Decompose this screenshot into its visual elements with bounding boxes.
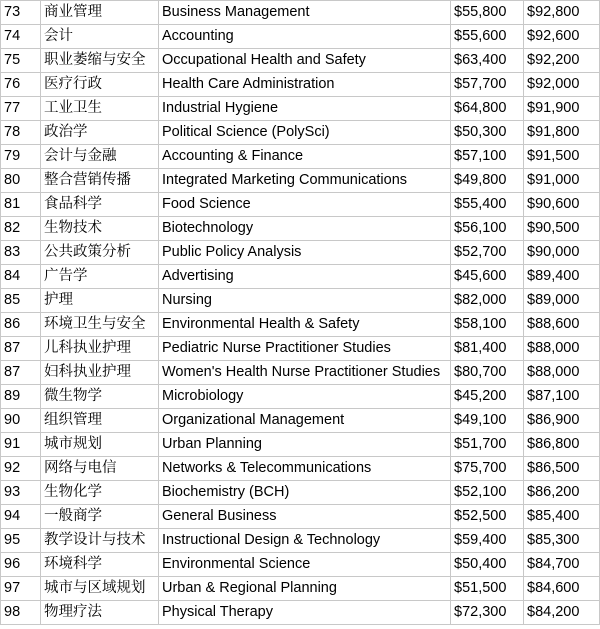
major-chinese-cell: 广告学 [41, 265, 159, 289]
mid-career-pay-cell: $92,600 [524, 25, 600, 49]
rank-cell: 90 [1, 409, 41, 433]
table-row [1, 553, 600, 577]
major-chinese-cell: 物理疗法 [41, 601, 159, 625]
early-career-pay-cell: $49,800 [451, 169, 524, 193]
rank-cell: 83 [1, 241, 41, 265]
mid-career-pay-cell: $90,600 [524, 193, 600, 217]
early-career-pay-cell: $50,400 [451, 553, 524, 577]
major-english-cell: Urban Planning [159, 433, 451, 457]
major-english-cell: Urban & Regional Planning [159, 577, 451, 601]
early-career-pay-cell: $55,600 [451, 25, 524, 49]
major-chinese-cell: 一般商学 [41, 505, 159, 529]
major-english-cell: Accounting & Finance [159, 145, 451, 169]
major-chinese-cell: 工业卫生 [41, 97, 159, 121]
major-chinese-cell: 环境卫生与安全 [41, 313, 159, 337]
major-english-cell: Biochemistry (BCH) [159, 481, 451, 505]
table-row [1, 25, 600, 49]
rank-cell: 78 [1, 121, 41, 145]
rank-cell: 74 [1, 25, 41, 49]
mid-career-pay-cell: $84,200 [524, 601, 600, 625]
major-chinese-cell: 儿科执业护理 [41, 337, 159, 361]
major-chinese-cell: 妇科执业护理 [41, 361, 159, 385]
early-career-pay-cell: $80,700 [451, 361, 524, 385]
rank-cell: 89 [1, 385, 41, 409]
table-row [1, 193, 600, 217]
early-career-pay-cell: $50,300 [451, 121, 524, 145]
table-row [1, 241, 600, 265]
table-row [1, 337, 600, 361]
major-chinese-cell: 网络与电信 [41, 457, 159, 481]
early-career-pay-cell: $75,700 [451, 457, 524, 481]
rank-cell: 91 [1, 433, 41, 457]
mid-career-pay-cell: $92,200 [524, 49, 600, 73]
early-career-pay-cell: $52,100 [451, 481, 524, 505]
mid-career-pay-cell: $92,800 [524, 1, 600, 25]
major-chinese-cell: 职业萎缩与安全 [41, 49, 159, 73]
mid-career-pay-cell: $92,000 [524, 73, 600, 97]
rank-cell: 93 [1, 481, 41, 505]
rank-cell: 76 [1, 73, 41, 97]
mid-career-pay-cell: $91,900 [524, 97, 600, 121]
major-chinese-cell: 商业管理 [41, 1, 159, 25]
early-career-pay-cell: $57,100 [451, 145, 524, 169]
early-career-pay-cell: $57,700 [451, 73, 524, 97]
major-english-cell: General Business [159, 505, 451, 529]
mid-career-pay-cell: $87,100 [524, 385, 600, 409]
rank-cell: 75 [1, 49, 41, 73]
major-english-cell: Microbiology [159, 385, 451, 409]
rank-cell: 82 [1, 217, 41, 241]
mid-career-pay-cell: $91,800 [524, 121, 600, 145]
major-chinese-cell: 生物技术 [41, 217, 159, 241]
table-row [1, 313, 600, 337]
major-chinese-cell: 微生物学 [41, 385, 159, 409]
rank-cell: 92 [1, 457, 41, 481]
mid-career-pay-cell: $88,000 [524, 337, 600, 361]
early-career-pay-cell: $56,100 [451, 217, 524, 241]
major-english-cell: Health Care Administration [159, 73, 451, 97]
table-row [1, 505, 600, 529]
major-chinese-cell: 城市规划 [41, 433, 159, 457]
mid-career-pay-cell: $88,000 [524, 361, 600, 385]
early-career-pay-cell: $51,500 [451, 577, 524, 601]
table-row [1, 481, 600, 505]
rank-cell: 95 [1, 529, 41, 553]
table-row [1, 529, 600, 553]
rank-cell: 81 [1, 193, 41, 217]
major-english-cell: Occupational Health and Safety [159, 49, 451, 73]
major-english-cell: Business Management [159, 1, 451, 25]
major-chinese-cell: 教学设计与技术 [41, 529, 159, 553]
mid-career-pay-cell: $89,000 [524, 289, 600, 313]
major-chinese-cell: 护理 [41, 289, 159, 313]
rank-cell: 87 [1, 361, 41, 385]
major-chinese-cell: 组织管理 [41, 409, 159, 433]
rank-cell: 97 [1, 577, 41, 601]
mid-career-pay-cell: $85,400 [524, 505, 600, 529]
table-row [1, 169, 600, 193]
table-row [1, 433, 600, 457]
mid-career-pay-cell: $90,500 [524, 217, 600, 241]
early-career-pay-cell: $55,800 [451, 1, 524, 25]
major-english-cell: Women's Health Nurse Practitioner Studies [159, 361, 451, 385]
rank-cell: 96 [1, 553, 41, 577]
major-english-cell: Environmental Science [159, 553, 451, 577]
table-row [1, 577, 600, 601]
table-row [1, 601, 600, 625]
major-english-cell: Biotechnology [159, 217, 451, 241]
early-career-pay-cell: $82,000 [451, 289, 524, 313]
mid-career-pay-cell: $91,000 [524, 169, 600, 193]
major-english-cell: Accounting [159, 25, 451, 49]
table-body [1, 1, 600, 625]
table-row [1, 217, 600, 241]
rank-cell: 73 [1, 1, 41, 25]
mid-career-pay-cell: $86,500 [524, 457, 600, 481]
major-english-cell: Physical Therapy [159, 601, 451, 625]
mid-career-pay-cell: $86,200 [524, 481, 600, 505]
major-english-cell: Political Science (PolySci) [159, 121, 451, 145]
early-career-pay-cell: $45,200 [451, 385, 524, 409]
major-chinese-cell: 食品科学 [41, 193, 159, 217]
rank-cell: 84 [1, 265, 41, 289]
early-career-pay-cell: $81,400 [451, 337, 524, 361]
early-career-pay-cell: $64,800 [451, 97, 524, 121]
major-english-cell: Pediatric Nurse Practitioner Studies [159, 337, 451, 361]
early-career-pay-cell: $72,300 [451, 601, 524, 625]
early-career-pay-cell: $49,100 [451, 409, 524, 433]
rank-cell: 85 [1, 289, 41, 313]
early-career-pay-cell: $59,400 [451, 529, 524, 553]
early-career-pay-cell: $55,400 [451, 193, 524, 217]
mid-career-pay-cell: $85,300 [524, 529, 600, 553]
major-chinese-cell: 城市与区域规划 [41, 577, 159, 601]
major-english-cell: Instructional Design & Technology [159, 529, 451, 553]
mid-career-pay-cell: $86,900 [524, 409, 600, 433]
table-row [1, 457, 600, 481]
table-row [1, 265, 600, 289]
major-chinese-cell: 环境科学 [41, 553, 159, 577]
early-career-pay-cell: $51,700 [451, 433, 524, 457]
mid-career-pay-cell: $84,600 [524, 577, 600, 601]
table-row [1, 97, 600, 121]
major-chinese-cell: 会计与金融 [41, 145, 159, 169]
table-row [1, 361, 600, 385]
mid-career-pay-cell: $84,700 [524, 553, 600, 577]
mid-career-pay-cell: $91,500 [524, 145, 600, 169]
rank-cell: 80 [1, 169, 41, 193]
table-row [1, 121, 600, 145]
major-chinese-cell: 会计 [41, 25, 159, 49]
rank-cell: 98 [1, 601, 41, 625]
rank-cell: 94 [1, 505, 41, 529]
early-career-pay-cell: $58,100 [451, 313, 524, 337]
major-english-cell: Food Science [159, 193, 451, 217]
major-english-cell: Organizational Management [159, 409, 451, 433]
major-chinese-cell: 医疗行政 [41, 73, 159, 97]
table-row [1, 49, 600, 73]
rank-cell: 86 [1, 313, 41, 337]
major-chinese-cell: 公共政策分析 [41, 241, 159, 265]
major-chinese-cell: 政治学 [41, 121, 159, 145]
table-row [1, 385, 600, 409]
early-career-pay-cell: $45,600 [451, 265, 524, 289]
early-career-pay-cell: $52,500 [451, 505, 524, 529]
early-career-pay-cell: $52,700 [451, 241, 524, 265]
major-english-cell: Environmental Health & Safety [159, 313, 451, 337]
major-english-cell: Public Policy Analysis [159, 241, 451, 265]
major-english-cell: Industrial Hygiene [159, 97, 451, 121]
major-english-cell: Advertising [159, 265, 451, 289]
mid-career-pay-cell: $90,000 [524, 241, 600, 265]
rank-cell: 87 [1, 337, 41, 361]
table-row [1, 73, 600, 97]
major-chinese-cell: 整合营销传播 [41, 169, 159, 193]
mid-career-pay-cell: $86,800 [524, 433, 600, 457]
table-row [1, 1, 600, 25]
rank-cell: 77 [1, 97, 41, 121]
major-english-cell: Networks & Telecommunications [159, 457, 451, 481]
major-chinese-cell: 生物化学 [41, 481, 159, 505]
table-row [1, 289, 600, 313]
major-english-cell: Nursing [159, 289, 451, 313]
table-row [1, 145, 600, 169]
mid-career-pay-cell: $88,600 [524, 313, 600, 337]
table-row [1, 409, 600, 433]
mid-career-pay-cell: $89,400 [524, 265, 600, 289]
early-career-pay-cell: $63,400 [451, 49, 524, 73]
major-english-cell: Integrated Marketing Communications [159, 169, 451, 193]
rank-cell: 79 [1, 145, 41, 169]
